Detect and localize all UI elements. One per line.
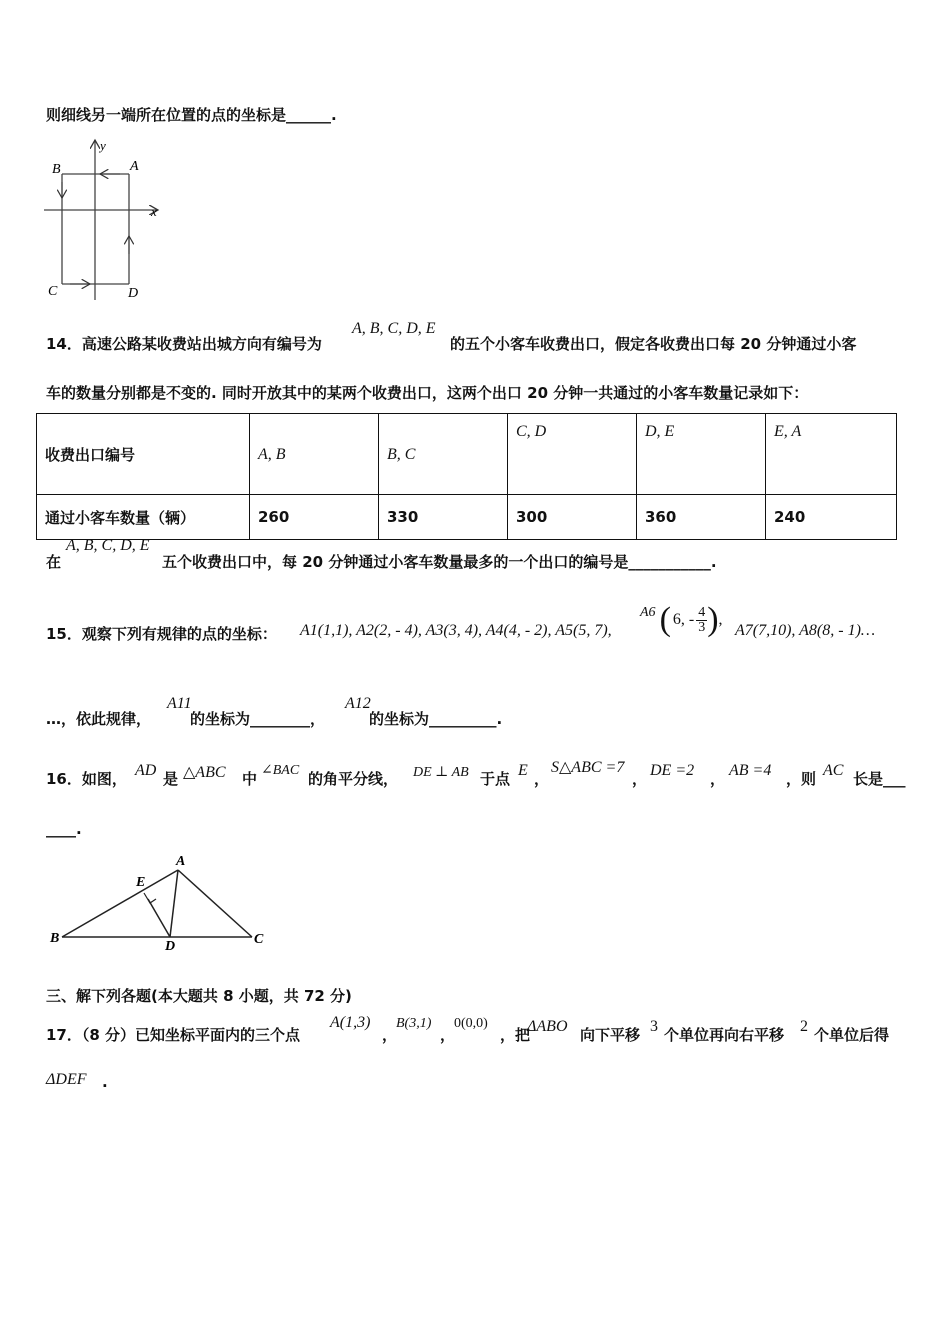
q15-number: 15． — [46, 625, 82, 643]
q16-t1: 如图， — [81, 770, 127, 788]
q17-t5: 个单位后得 — [814, 1026, 890, 1044]
q16-bac: ∠BAC — [261, 763, 300, 778]
q17-t6: . — [102, 1073, 108, 1091]
table-value: 240 — [766, 495, 897, 540]
table-value: 330 — [379, 495, 508, 540]
q15-a11: A11 — [167, 695, 192, 712]
q17-point-a: A(1,3) — [330, 1014, 371, 1031]
q16-de: DE =2 — [650, 762, 695, 779]
q14-table — [36, 413, 897, 540]
q14-text3: 车的数量分别都是不变的. 同时开放其中的某两个收费出口，这两个出口 20 分钟一共通过的小客车数量记录如下： — [46, 384, 809, 402]
q14-after-pre: 在 — [46, 553, 62, 571]
label-b: B — [50, 931, 60, 946]
q17-t4: 个单位再向右平移 — [664, 1026, 785, 1044]
q16-t4: 的角平分线， — [308, 770, 399, 788]
q17-two: 2 — [800, 1018, 808, 1035]
q17-point-b: B(3,1) — [396, 1016, 432, 1031]
q16-area: S△ABC =7 — [551, 759, 625, 776]
q16-figure — [44, 850, 274, 950]
q15-a6-fraction: $\frac{4}{3}$ — [698, 604, 706, 635]
q17-t1: （8 分）已知坐标平面内的三个点 — [81, 1026, 301, 1044]
q15-line1 — [46, 623, 277, 644]
q15-line2-b: 的坐标为________， — [190, 710, 326, 728]
q16-number: 16． — [46, 770, 82, 788]
segment-ba — [62, 870, 178, 937]
q14-line1 — [46, 333, 322, 354]
table-row-label: 通过小客车数量（辆） — [37, 495, 250, 540]
q14-text1: 高速公路某收费站出城方向有编号为 — [81, 335, 322, 353]
q14-vars: A, B, C, D, E — [352, 320, 436, 337]
q17-three: 3 — [650, 1018, 658, 1035]
q17-abo: ΔABO — [527, 1018, 568, 1035]
q16-e: E — [518, 762, 528, 779]
table-pair-de: D, E — [637, 414, 766, 495]
label-a: A — [176, 854, 186, 869]
q15-sequence-1: A1(1,1), A2(2, - 4), A3(3, 4), A4(4, - 2), A5(5, 7), — [300, 622, 612, 639]
q17-t3: 向下平移 — [580, 1026, 641, 1044]
q15-text1: 观察下列有规律的点的坐标： — [81, 625, 277, 643]
segment-ad — [170, 870, 178, 937]
segment-de — [148, 899, 170, 937]
table-pair-bc: B, C — [379, 414, 508, 495]
q15-line2-c: 的坐标为_________. — [369, 710, 503, 728]
q16-ad: AD — [135, 762, 157, 779]
q13-figure — [40, 134, 170, 304]
segment-ac — [178, 870, 252, 937]
q16-line2: ____. — [46, 820, 82, 838]
q16-t5: 于点 — [480, 770, 511, 788]
table-row — [37, 495, 897, 540]
q14-after-text: 五个收费出口中，每 20 分钟通过小客车数量最多的一个出口的编号是___________. — [162, 553, 717, 571]
q16-t6: ，则 — [786, 770, 817, 788]
table-row — [37, 414, 897, 495]
q17-number: 17． — [46, 1026, 82, 1044]
label-a: A — [130, 159, 139, 174]
q16-perp: DE ⊥ AB — [413, 765, 469, 780]
label-x: x — [151, 204, 157, 219]
q13-question-tail: 则细线另一端所在位置的点的坐标是______. — [46, 106, 337, 124]
q17-t2: ，把 — [500, 1026, 531, 1044]
q15-a6-first: 6, - — [672, 611, 695, 628]
table-value: 300 — [508, 495, 637, 540]
label-y: y — [100, 138, 106, 153]
q17-point-o: 0(0,0) — [454, 1016, 488, 1031]
q16-t7: 长是___ — [853, 770, 906, 788]
q16-line1 — [46, 768, 127, 789]
q16-ab: AB =4 — [729, 762, 772, 779]
table-pair-ab: A, B — [250, 414, 379, 495]
q15-sequence-2: A7(7,10), A8(8, - 1)… — [735, 622, 876, 639]
q15-a12: A12 — [345, 695, 371, 712]
q16-t2: 是 — [163, 770, 179, 788]
q14-text2: 的五个小客车收费出口，假定各收费出口每 20 分钟通过小客 — [450, 335, 857, 353]
label-c: C — [48, 284, 58, 299]
label-d: D — [128, 286, 139, 301]
label-c: C — [254, 932, 264, 947]
table-pair-ea: E, A — [766, 414, 897, 495]
q16-t3: 中 — [242, 770, 258, 788]
q15-a6: A6 ( 6, - $\frac{4}{3}$ ) , — [640, 601, 723, 638]
section-3-heading: 三、解下列各题(本大题共 8 小题，共 72 分) — [46, 987, 352, 1005]
q15-line2-a: …，依此规律， — [46, 710, 152, 728]
q15-a6-label: A6 — [640, 605, 656, 620]
label-e: E — [136, 875, 146, 890]
q14-after-vars: A, B, C, D, E — [66, 537, 150, 554]
label-b: B — [52, 162, 61, 177]
q16-ac: AC — [823, 762, 844, 779]
table-pair-cd: C, D — [508, 414, 637, 495]
q16-abc: △ABC — [183, 764, 226, 781]
table-value: 260 — [250, 495, 379, 540]
table-value: 360 — [637, 495, 766, 540]
q17-line1 — [46, 1024, 300, 1045]
q17-def: ΔDEF — [46, 1071, 87, 1088]
table-header-label: 收费出口编号 — [37, 414, 250, 495]
label-d: D — [165, 939, 176, 950]
q14-number: 14． — [46, 335, 82, 353]
